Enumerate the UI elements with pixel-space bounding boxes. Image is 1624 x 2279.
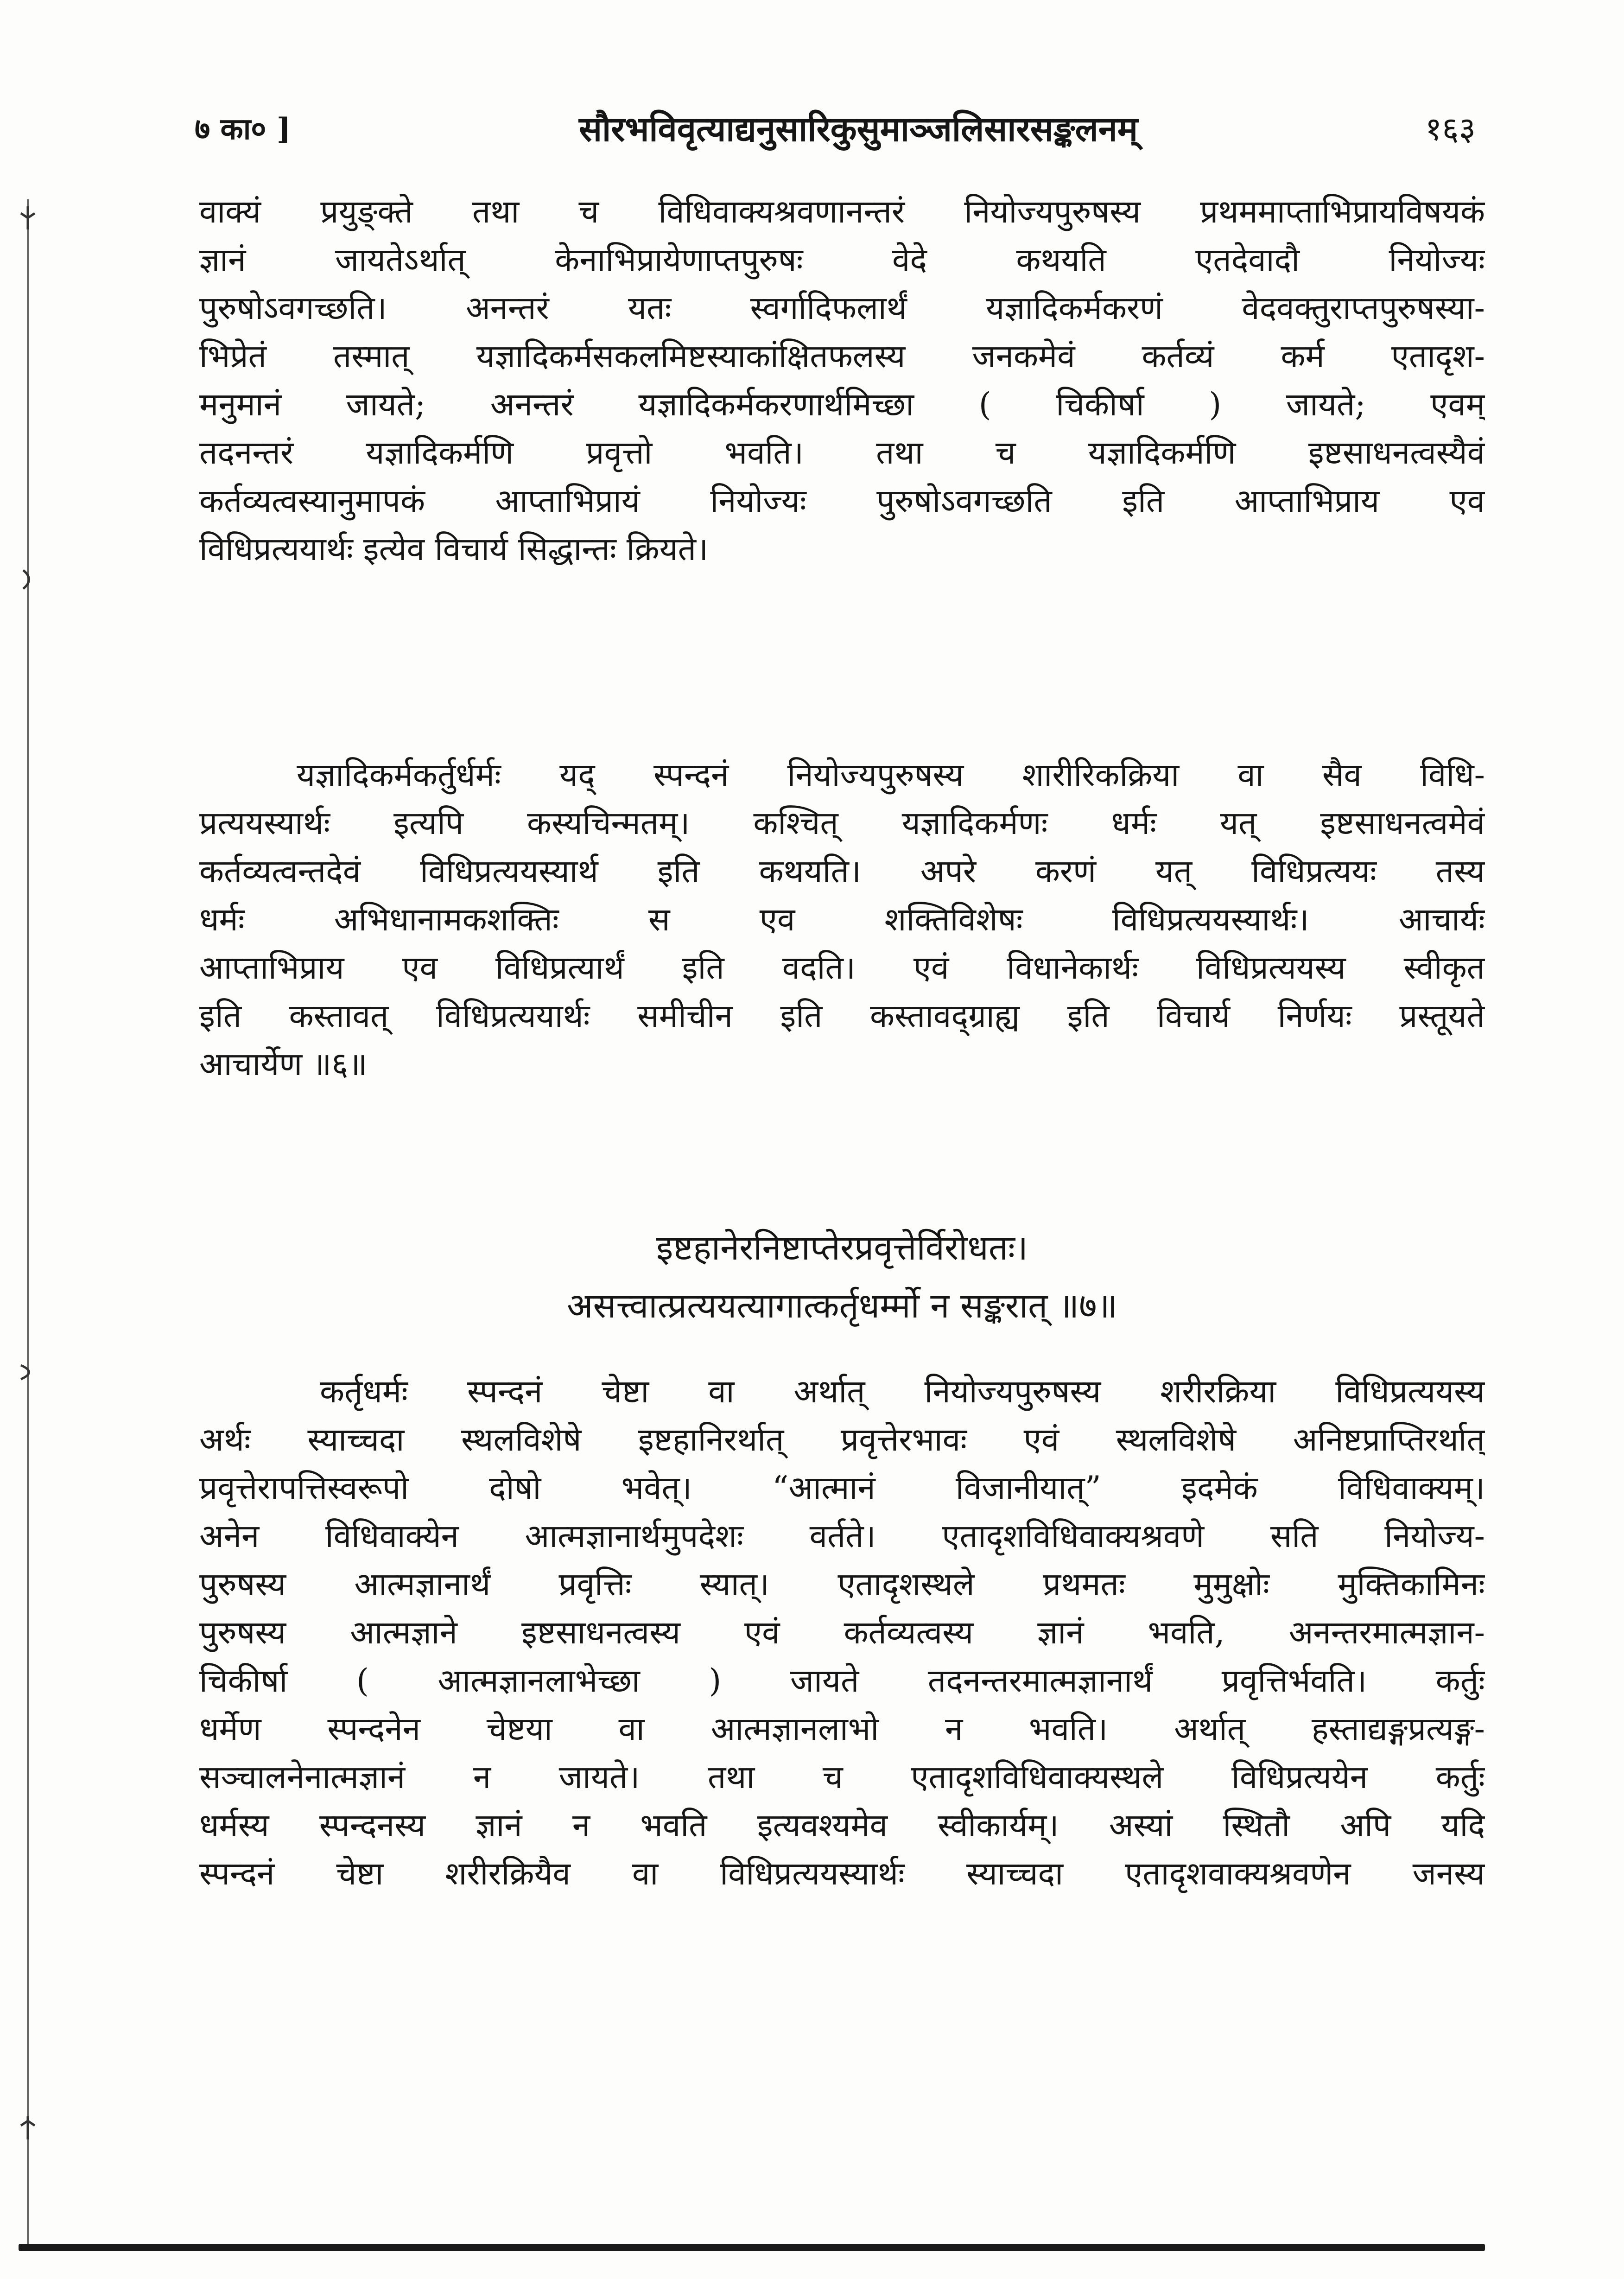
text-line: ज्ञानं जायतेऽर्थात् केनाभिप्रायेणाप्तपुरुषः वेदे कथयति एतदेवादौ नियोज्यः — [199, 242, 1485, 279]
text-line: धर्मेण स्पन्दनेन चेष्टया वा आत्मज्ञानलाभो न भवति। अर्थात् हस्ताद्यङ्गप्रत्यङ्ग- — [199, 1711, 1485, 1748]
text-line: कर्तव्यत्वन्तदेवं विधिप्रत्ययस्यार्थ इति कथयति। अपरे करणं यत् विधिप्रत्ययः तस्य — [199, 853, 1485, 890]
text-line: विधिप्रत्ययार्थः इत्येव विचार्य सिद्धान्तः क्रियते। — [199, 531, 709, 568]
text-line: तदनन्तरं यज्ञादिकर्मणि प्रवृत्तो भवति। तथा च यज्ञादिकर्मणि इष्टसाधनत्वस्यैवं — [199, 434, 1485, 471]
paragraph-1 — [199, 188, 1485, 573]
text-line: आचार्येण ॥६॥ — [199, 1046, 368, 1083]
page-number: १६३ — [1425, 110, 1476, 148]
verse-line: इष्टहानेरनिष्टाप्तेरप्रवृत्तेर्विरोधतः। — [656, 1228, 1028, 1268]
text-line: पुरुषस्य आत्मज्ञाने इष्टसाधनत्वस्य एवं कर्तव्यत्वस्य ज्ञानं भवति, अनन्तरमात्मज्ञान- — [199, 1614, 1485, 1651]
paragraph-2 — [199, 751, 1485, 1089]
text-line: अर्थः स्याच्चदा स्थलविशेषे इष्टहानिरर्थात् प्रवृत्तेरभावः एवं स्थलविशेषे अनिष्टप्राप्तिरर्थात् — [199, 1421, 1485, 1458]
paragraph-3 — [199, 1368, 1485, 1898]
binding-mark-icon — [14, 2114, 42, 2142]
text-line: पुरुषस्य आत्मज्ञानार्थं प्रवृत्तिः स्यात्। एतादृशस्थले प्रथमतः मुमुक्षोः मुक्तिकामिनः — [199, 1566, 1485, 1603]
binding-mark-icon — [14, 1358, 42, 1386]
text-line: मनुमानं जायते; अनन्तरं यज्ञादिकर्मकरणार्थमिच्छा ( चिकीर्षा ) जायते; एवम् — [199, 386, 1485, 423]
text-line: कर्तव्यत्वस्यानुमापकं आप्ताभिप्रायं नियोज्यः पुरुषोऽवगच्छति इति आप्ताभिप्राय एव — [199, 483, 1485, 520]
text-line: वाक्यं प्रयुङ्क्ते तथा च विधिवाक्यश्रवणानन्तरं नियोज्यपुरुषस्य प्रथममाप्ताभिप्रायविषयकं — [199, 193, 1485, 230]
text-line: धर्मस्य स्पन्दनस्य ज्ञानं न भवति इत्यवश्यमेव स्वीकार्यम्। अस्यां स्थितौ अपि यदि — [199, 1807, 1485, 1844]
text-line: प्रवृत्तेरापत्तिस्वरूपो दोषो भवेत्। “आत्मानं विजानीयात्” इदमेकं विधिवाक्यम्। — [199, 1470, 1485, 1507]
page-header — [195, 100, 1476, 155]
binding-mark-icon — [14, 204, 42, 232]
text-line: सञ्चालनेनात्मज्ञानं न जायते। तथा च एतादृशविधिवाक्यस्थले विधिप्रत्ययेन कर्तुः — [199, 1759, 1485, 1796]
karika-verse — [199, 1219, 1485, 1335]
text-line: धर्मः अभिधानामकशक्तिः स एव शक्तिविशेषः विधिप्रत्ययस्यार्थः। आचार्यः — [199, 901, 1485, 938]
text-line: यज्ञादिकर्मकर्तुर्धर्मः यद् स्पन्दनं नियोज्यपुरुषस्य शारीरिकक्रिया वा सैव विधि- — [297, 757, 1485, 794]
text-line: प्रत्ययस्यार्थः इत्यपि कस्यचिन्मतम्। कश्चित् यज्ञादिकर्मणः धर्मः यत् इष्टसाधनत्वमेवं — [199, 805, 1485, 842]
left-binding-line — [27, 199, 29, 2248]
text-line: इति कस्तावत् विधिप्रत्ययार्थः समीचीन इति कस्तावद्ग्राह्य इति विचार्य निर्णयः प्रस्तूयते — [199, 998, 1485, 1035]
text-line: अनेन विधिवाक्येन आत्मज्ञानार्थमुपदेशः वर्तते। एतादृशविधिवाक्यश्रवणे सति नियोज्य- — [199, 1518, 1485, 1555]
verse-line: असत्त्वात्प्रत्ययत्यागात्कर्तृधर्म्मो न सङ्करात् ॥७॥ — [567, 1286, 1117, 1326]
bottom-rule — [19, 2244, 1485, 2251]
binding-mark-icon — [14, 566, 42, 593]
text-line: स्पन्दनं चेष्टा शरीरक्रियैव वा विधिप्रत्ययस्यार्थः स्याच्चदा एतादृशवाक्यश्रवणेन जनस्य — [199, 1855, 1485, 1892]
text-line: पुरुषोऽवगच्छति। अनन्तरं यतः स्वर्गादिफलार्थं यज्ञादिकर्मकरणं वेदवक्तुराप्तपुरुषस्या- — [199, 290, 1485, 327]
text-line: कर्तृधर्मः स्पन्दनं चेष्टा वा अर्थात् नियोज्यपुरुषस्य शरीरक्रिया विधिप्रत्ययस्य — [320, 1373, 1485, 1410]
chapter-marker: ७ का० ] — [195, 111, 291, 146]
text-line: आप्ताभिप्राय एव विधिप्रत्यार्थं इति वदति। एवं विधानेकार्थः विधिप्रत्ययस्य स्वीकृत — [199, 949, 1485, 987]
text-line: भिप्रेतं तस्मात् यज्ञादिकर्मसकलमिष्टस्याकांक्षितफलस्य जनकमेवं कर्तव्यं कर्म एतादृश- — [199, 338, 1485, 375]
text-line: चिकीर्षा ( आत्मज्ञानलाभेच्छा ) जायते तदनन्तरमात्मज्ञानार्थं प्रवृत्तिर्भवति। कर्तुः — [199, 1662, 1485, 1700]
running-title: सौरभविवृत्याद्यनुसारिकुसुमाञ्जलिसारसङ्कलनम् — [578, 109, 1138, 149]
